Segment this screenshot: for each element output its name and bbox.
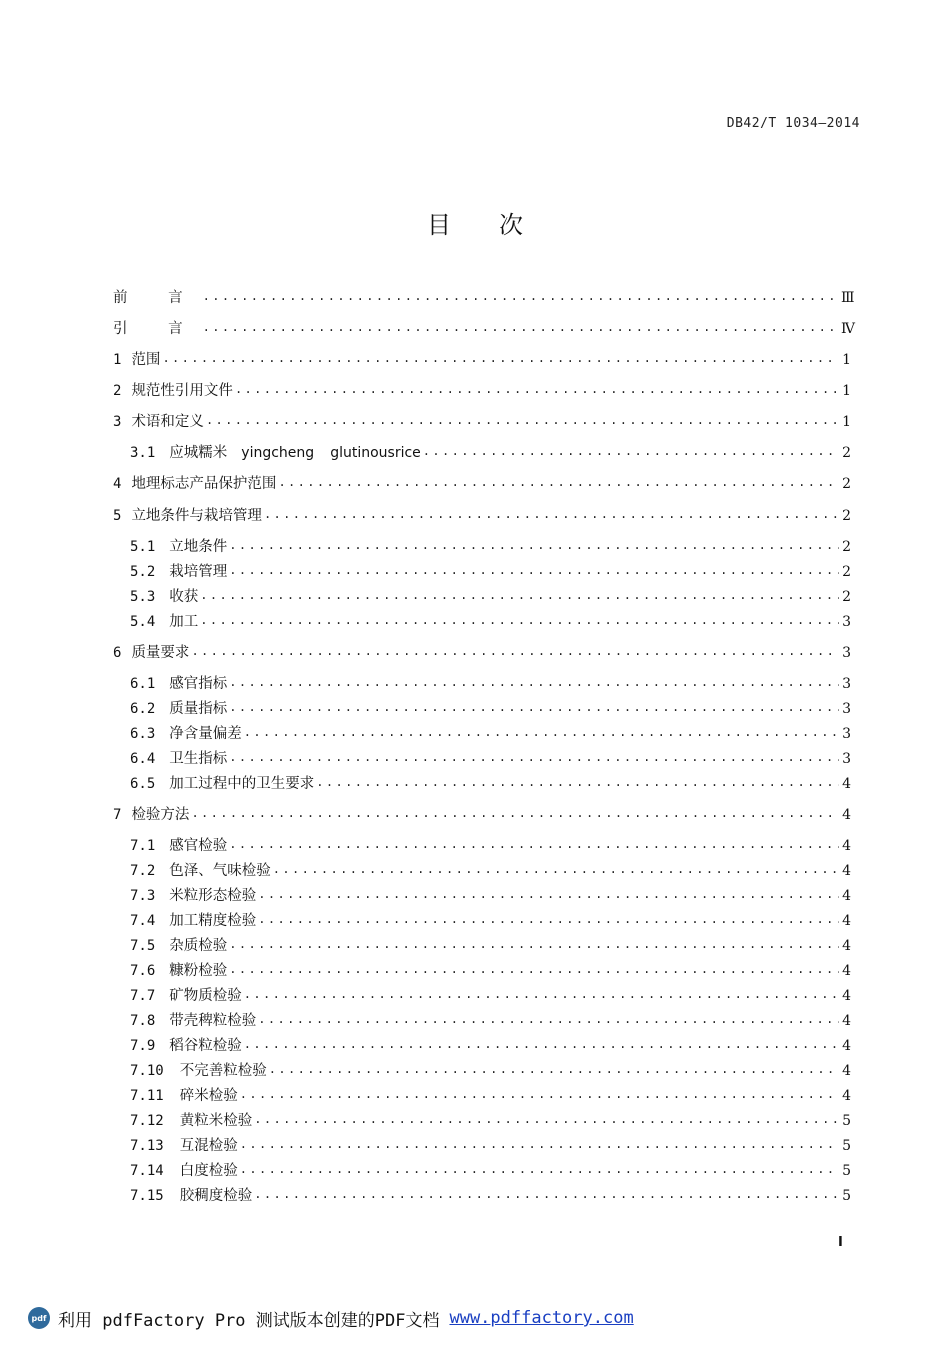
toc-section-title: 净含量偏差	[169, 726, 242, 742]
toc-dot-leader	[240, 1159, 839, 1179]
toc-row[interactable]	[130, 699, 851, 719]
toc-section-title: 稻谷粒检验	[169, 1038, 242, 1054]
toc-page-number: 3	[842, 614, 851, 630]
toc-section-number: 6.1	[130, 676, 156, 692]
toc-page-number: 3	[842, 701, 851, 717]
toc-section-title: 糠粉检验	[169, 963, 228, 979]
toc-section-title: 碎米检验	[179, 1088, 238, 1104]
toc-section-number: 7.11	[130, 1088, 164, 1104]
toc-section-number: 6.5	[130, 776, 156, 792]
toc-section-title: 感官指标	[169, 676, 228, 692]
toc-row[interactable]	[113, 381, 851, 401]
toc-section-title: 胶稠度检验	[179, 1188, 253, 1204]
toc-page-number: 4	[842, 863, 851, 879]
toc-row[interactable]	[113, 350, 851, 370]
toc-page-number: 4	[842, 1088, 851, 1104]
toc-dot-leader	[244, 1034, 839, 1054]
toc-dot-leader	[229, 535, 839, 555]
toc-section-number: 7.6	[130, 963, 156, 979]
toc-row[interactable]	[113, 319, 855, 339]
toc-section-title: 质量要求	[131, 645, 190, 661]
toc-section-title: 立地条件	[169, 539, 228, 555]
toc-dot-leader	[200, 610, 839, 630]
page-number: I	[838, 1235, 843, 1250]
toc-section-title: 感官检验	[169, 838, 228, 854]
toc-section-title: 术语和定义	[131, 414, 204, 430]
toc-row[interactable]	[130, 537, 851, 557]
toc-english-term: glutinousrice	[330, 445, 421, 461]
toc-row[interactable]	[130, 674, 851, 694]
toc-section-title: 应城糯米	[169, 445, 228, 461]
toc-page-number: 5	[842, 1188, 851, 1204]
toc-page-number: 4	[842, 776, 851, 792]
toc-page-number: Ⅲ	[841, 290, 855, 306]
toc-page-number: 3	[842, 751, 851, 767]
toc-row[interactable]	[130, 961, 851, 981]
toc-row[interactable]	[130, 986, 851, 1006]
toc-dot-leader	[254, 1109, 839, 1129]
toc-dot-leader	[206, 410, 839, 430]
toc-dot-leader	[258, 909, 839, 929]
toc-page-number: 2	[842, 476, 851, 492]
toc-section-number: 7.1	[130, 838, 156, 854]
toc-section-title: 质量指标	[169, 701, 228, 717]
toc-page-number: 4	[842, 913, 851, 929]
toc-section-title: 引 言	[113, 321, 201, 337]
toc-page-number: 3	[842, 645, 851, 661]
toc-page-number: 4	[842, 938, 851, 954]
toc-dot-leader	[191, 641, 839, 661]
toc-row[interactable]	[130, 1136, 851, 1156]
toc-section-title: 范围	[131, 352, 161, 368]
toc-row[interactable]	[130, 1111, 851, 1131]
toc-dot-leader	[254, 1184, 839, 1204]
toc-row[interactable]	[113, 506, 851, 526]
toc-dot-leader	[240, 1134, 839, 1154]
toc-section-title: 栽培管理	[169, 564, 228, 580]
toc-dot-leader	[229, 834, 839, 854]
toc-page-number: 3	[842, 676, 851, 692]
toc-section-number: 7.14	[130, 1163, 164, 1179]
toc-row[interactable]	[130, 1036, 851, 1056]
toc-section-number: 4	[113, 476, 122, 492]
toc-row[interactable]	[113, 412, 851, 432]
toc-section-title: 杂质检验	[169, 938, 228, 954]
toc-page-number: 5	[842, 1138, 851, 1154]
toc-page-number: 4	[842, 807, 851, 823]
toc-dot-leader	[191, 803, 839, 823]
toc-dot-leader	[229, 560, 839, 580]
toc-dot-leader	[258, 1009, 839, 1029]
toc-section-title: 收获	[169, 589, 199, 605]
toc-section-number: 7.10	[130, 1063, 164, 1079]
toc-row[interactable]	[130, 724, 851, 744]
toc-section-number: 3.1	[130, 445, 156, 461]
toc-section-number: 5.4	[130, 614, 156, 630]
toc-dot-leader	[229, 959, 839, 979]
toc-english-term: yingcheng	[241, 445, 315, 461]
toc-dot-leader	[240, 1084, 839, 1104]
toc-page-number: 4	[842, 888, 851, 904]
toc-page-number: 4	[842, 988, 851, 1004]
toc-dot-leader	[244, 722, 839, 742]
toc-section-number: 7.3	[130, 888, 156, 904]
toc-section-number: 7.5	[130, 938, 156, 954]
toc-dot-leader	[423, 441, 839, 461]
toc-section-number: 6.2	[130, 701, 156, 717]
toc-section-title: 规范性引用文件	[131, 383, 233, 399]
toc-section-number: 6.4	[130, 751, 156, 767]
toc-section-number: 7.15	[130, 1188, 164, 1204]
toc-page-number: 2	[842, 445, 851, 461]
toc-section-number: 7.7	[130, 988, 156, 1004]
toc-row[interactable]	[113, 805, 851, 825]
toc-row[interactable]	[113, 474, 851, 494]
toc-section-title: 检验方法	[131, 807, 190, 823]
title-char-2: 次	[499, 211, 523, 239]
toc-row[interactable]	[130, 1161, 851, 1181]
toc-dot-leader	[235, 379, 839, 399]
toc-page-number: 1	[842, 352, 851, 368]
toc-dot-leader	[278, 472, 839, 492]
toc-page-number: 1	[842, 383, 851, 399]
toc-section-number: 7.13	[130, 1138, 164, 1154]
toc-section-number: 5.1	[130, 539, 156, 555]
toc-row[interactable]	[130, 612, 851, 632]
toc-row[interactable]	[130, 1086, 851, 1106]
toc-section-title: 矿物质检验	[169, 988, 242, 1004]
toc-section-number: 7.4	[130, 913, 156, 929]
toc-section-title: 加工	[169, 614, 199, 630]
toc-section-number: 3	[113, 414, 122, 430]
toc-page-number: 2	[842, 564, 851, 580]
toc-section-number: 7	[113, 807, 122, 823]
toc-dot-leader	[229, 672, 839, 692]
toc-dot-leader	[273, 859, 839, 879]
toc-section-number: 2	[113, 383, 122, 399]
toc-section-title: 地理标志产品保护范围	[131, 476, 277, 492]
toc-dot-leader	[316, 772, 839, 792]
toc-dot-leader	[229, 697, 839, 717]
footer-link[interactable]: www.pdffactory.com	[449, 1308, 634, 1328]
toc-section-title: 色泽、气味检验	[169, 863, 271, 879]
toc-row[interactable]	[130, 562, 851, 582]
toc-page-number: 2	[842, 539, 851, 555]
toc-dot-leader	[229, 747, 839, 767]
toc-section-title: 不完善粒检验	[179, 1063, 267, 1079]
toc-page-number: Ⅳ	[841, 321, 855, 337]
toc-section-number: 7.9	[130, 1038, 156, 1054]
toc-section-number: 7.12	[130, 1113, 164, 1129]
toc-section-title: 前 言	[113, 290, 201, 306]
toc-section-number: 5.3	[130, 589, 156, 605]
toc-dot-leader	[203, 317, 839, 337]
toc-section-number: 6.3	[130, 726, 156, 742]
toc-page-number: 4	[842, 1038, 851, 1054]
toc-section-title: 加工过程中的卫生要求	[169, 776, 315, 792]
toc-dot-leader	[162, 348, 839, 368]
toc-row[interactable]	[130, 911, 851, 931]
toc-row[interactable]	[130, 774, 851, 794]
toc-section-number: 6	[113, 645, 122, 661]
document-code: DB42/T 1034—2014	[726, 116, 860, 131]
toc-dot-leader	[264, 504, 839, 524]
toc-section-title: 卫生指标	[169, 751, 228, 767]
toc-row[interactable]	[130, 861, 851, 881]
toc-row[interactable]	[130, 1011, 851, 1031]
toc-row[interactable]	[130, 443, 851, 463]
toc-dot-leader	[200, 585, 839, 605]
toc-section-number: 7.2	[130, 863, 156, 879]
toc-section-title: 白度检验	[179, 1163, 238, 1179]
toc-section-title: 米粒形态检验	[169, 888, 257, 904]
toc-row[interactable]	[130, 587, 851, 607]
toc-row[interactable]	[130, 1186, 851, 1206]
footer-watermark	[28, 1304, 634, 1332]
toc-section-title: 带壳稗粒检验	[169, 1013, 257, 1029]
toc-row[interactable]	[130, 886, 851, 906]
toc-section-title: 立地条件与栽培管理	[131, 508, 262, 524]
toc-dot-leader	[229, 934, 839, 954]
toc-dot-leader	[258, 884, 839, 904]
toc-section-number: 7.8	[130, 1013, 156, 1029]
toc-page-number: 2	[842, 589, 851, 605]
footer-text: 利用 pdfFactory Pro 测试版本创建的PDF文档	[58, 1310, 440, 1331]
toc-section-number: 1	[113, 352, 122, 368]
toc-page-number: 5	[842, 1163, 851, 1179]
toc-page-number: 4	[842, 1013, 851, 1029]
toc-section-title: 黄粒米检验	[179, 1113, 253, 1129]
toc-row[interactable]	[130, 836, 851, 856]
toc-dot-leader	[269, 1059, 839, 1079]
title-char-1: 目	[427, 211, 451, 239]
pdf-logo-icon: pdf	[28, 1307, 50, 1329]
toc-page-number: 3	[842, 726, 851, 742]
toc-row[interactable]	[113, 643, 851, 663]
toc-row[interactable]	[130, 1061, 851, 1081]
toc-page-number: 4	[842, 1063, 851, 1079]
toc-row[interactable]	[130, 936, 851, 956]
toc-page-number: 1	[842, 414, 851, 430]
toc-dot-leader	[203, 286, 839, 306]
toc-row[interactable]	[130, 749, 851, 769]
toc-section-title: 加工精度检验	[169, 913, 257, 929]
toc-section-number: 5	[113, 508, 122, 524]
toc-page-number: 2	[842, 508, 851, 524]
toc-section-title: 互混检验	[179, 1138, 238, 1154]
toc-page-number: 5	[842, 1113, 851, 1129]
toc-page-number: 4	[842, 838, 851, 854]
toc-page-number: 4	[842, 963, 851, 979]
toc-section-number: 5.2	[130, 564, 156, 580]
toc-row[interactable]	[113, 288, 855, 308]
toc-dot-leader	[244, 984, 839, 1004]
